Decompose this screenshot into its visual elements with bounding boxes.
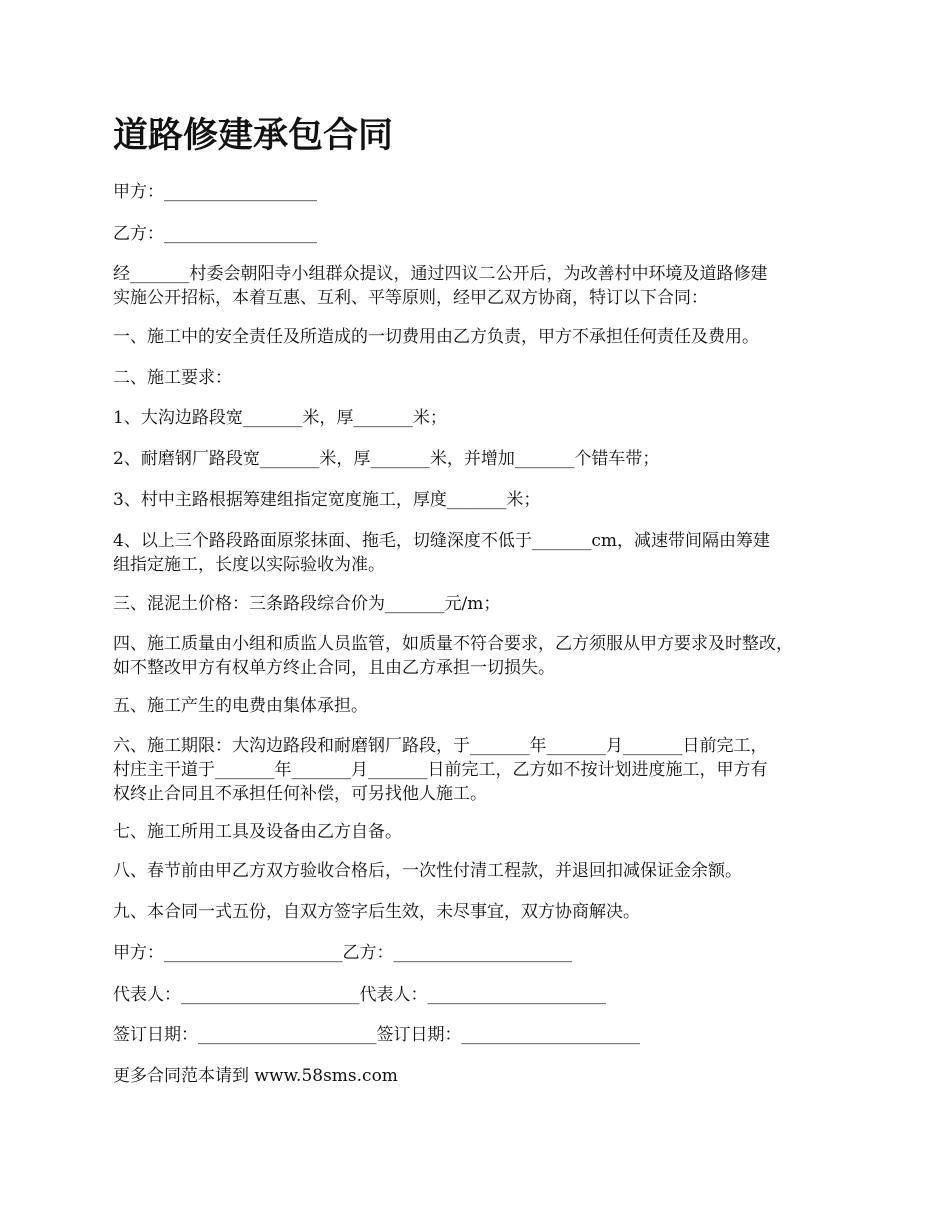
requirement-4-line-1: 4、以上三个路段路面原浆抹面、拖毛，切缝深度不低于_______cm，减速带间隔由筹建	[113, 531, 770, 551]
party-b-line: 乙方：__________________	[113, 224, 317, 244]
signature-dates: 签订日期：_____________________签订日期：_____________________	[113, 1025, 640, 1045]
clause-2-heading: 二、施工要求：	[113, 368, 232, 388]
clause-3: 三、混泥土价格：三条路段综合价为_______元/m；	[113, 594, 501, 614]
clause-6-line-2: 村庄主干道于_______年_______月_______日前完工，乙方如不按计划进度施工，甲方有	[113, 760, 768, 780]
requirement-1: 1、大沟边路段宽_______米，厚_______米；	[113, 408, 447, 428]
clause-8: 八、春节前由甲乙方双方验收合格后，一次性付清工程款，并退回扣减保证金余额。	[113, 861, 742, 881]
requirement-3: 3、村中主路根据筹建组指定宽度施工，厚度_______米；	[113, 490, 541, 510]
clause-6-line-1: 六、施工期限：大沟边路段和耐磨钢厂路段，于_______年_______月_______日前完工，	[113, 736, 768, 756]
intro-line-2: 实施公开招标，本着互惠、互利、平等原则，经甲乙双方协商，特订以下合同：	[113, 288, 708, 308]
clause-1: 一、施工中的安全责任及所造成的一切费用由乙方负责，甲方不承担任何责任及费用。	[113, 327, 759, 347]
footer-note: 更多合同范本请到 www.58sms.com	[113, 1066, 398, 1086]
clause-6-line-3: 权终止合同且不承担任何补偿，可另找他人施工。	[113, 784, 487, 804]
clause-7: 七、施工所用工具及设备由乙方自备。	[113, 822, 402, 842]
party-a-line: 甲方：__________________	[113, 182, 317, 202]
clause-6	[113, 734, 858, 806]
clause-9: 九、本合同一式五份，自双方签字后生效，未尽事宜，双方协商解决。	[113, 902, 640, 922]
clause-4-line-1: 四、施工质量由小组和质监人员监管，如质量不符合要求，乙方须服从甲方要求及时整改，	[113, 634, 793, 654]
requirement-4-line-2: 组指定施工，长度以实际验收为准。	[113, 555, 385, 575]
intro-paragraph	[113, 262, 858, 310]
requirement-2: 2、耐磨钢厂路段宽_______米，厚_______米，并增加_______个错车带；	[113, 449, 660, 469]
clause-4-line-2: 如不整改甲方有权单方终止合同，且由乙方承担一切损失。	[113, 658, 555, 678]
signature-parties: 甲方：_____________________乙方：_____________________	[113, 943, 572, 963]
intro-line-1: 经_______村委会朝阳寺小组群众提议，通过四议二公开后，为改善村中环境及道路修建	[113, 264, 768, 284]
clause-5: 五、施工产生的电费由集体承担。	[113, 696, 368, 716]
requirement-4	[113, 529, 858, 577]
signature-representatives: 代表人：_____________________代表人：_____________________	[113, 985, 606, 1005]
clause-4	[113, 632, 858, 680]
document-title: 道路修建承包合同	[113, 115, 394, 156]
